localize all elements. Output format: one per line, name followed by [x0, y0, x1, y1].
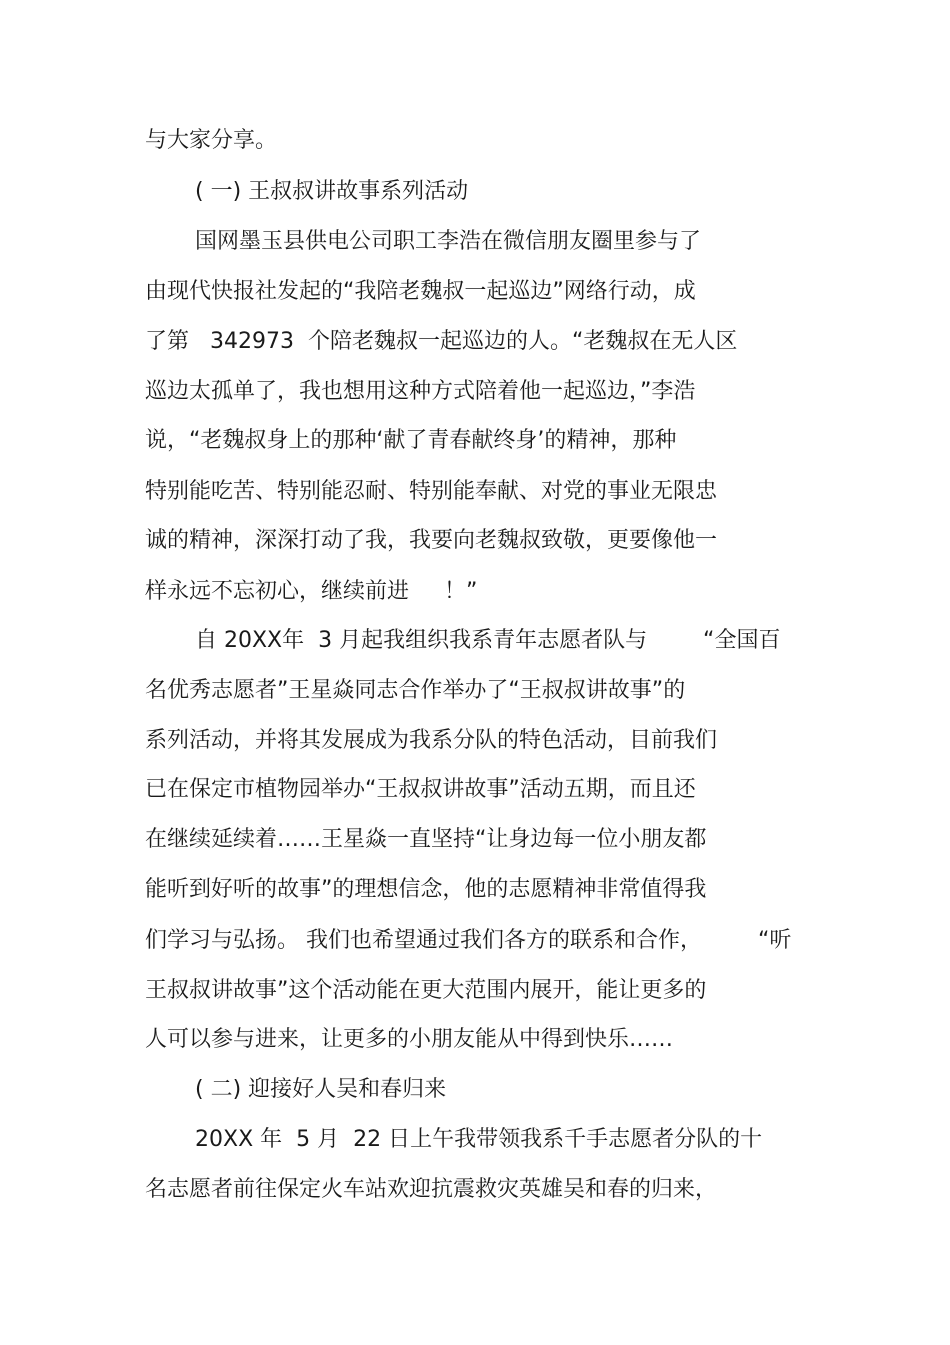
text-line: 国网墨玉县供电公司职工李浩在微信朋友圈里参与了 [195, 229, 702, 254]
text-line: 能听到好听的故事”的理想信念，他的志愿精神非常值得我 [145, 877, 707, 902]
text-line: 自 20XX年 3 月起我组织我系青年志愿者队与 “全国百 [195, 628, 781, 653]
section-heading: ( 二) 迎接好人吴和春归来 [195, 1077, 447, 1102]
text-line: 已在保定市植物园举办“王叔叔讲故事”活动五期，而且还 [145, 777, 696, 802]
text-line: 样永远不忘初心，继续前进 ！” [145, 579, 478, 604]
text-line: 了第 342973 个陪老魏叔一起巡边的人。“老魏叔在无人区 [145, 329, 738, 354]
section-heading: ( 一) 王叔叔讲故事系列活动 [195, 179, 469, 204]
text-line: 系列活动，并将其发展成为我系分队的特色活动，目前我们 [145, 728, 718, 753]
text-line: 名志愿者前往保定火车站欢迎抗震救灾英雄吴和春的归来， [145, 1177, 718, 1202]
text-line: 由现代快报社发起的“我陪老魏叔一起巡边”网络行动，成 [145, 279, 696, 304]
text-line: 巡边太孤单了，我也想用这种方式陪着他一起巡边，”李浩 [145, 379, 696, 404]
text-line: 诚的精神，深深打动了我，我要向老魏叔致敬，更要像他一 [145, 528, 718, 553]
text-line: 名优秀志愿者”王星焱同志合作举办了“王叔叔讲故事”的 [145, 678, 686, 703]
text-line: 与大家分享。 [145, 128, 278, 153]
text-line: 王叔叔讲故事”这个活动能在更大范围内展开，能让更多的 [145, 978, 707, 1003]
text-line: 人可以参与进来，让更多的小朋友能从中得到快乐…… [145, 1027, 674, 1052]
text-line: 们学习与弘扬。 我们也希望通过我们各方的联系和合作， “听 [145, 928, 792, 953]
text-line: 说，“老魏叔身上的那种‘献了青春献终身’的精神，那种 [145, 428, 677, 453]
text-line: 特别能吃苦、特别能忍耐、特别能奉献、对党的事业无限忠 [145, 479, 718, 504]
text-line: 20XX 年 5 月 22 日上午我带领我系千手志愿者分队的十 [195, 1127, 763, 1152]
text-line: 在继续延续着……王星焱一直坚持“让身边每一位小朋友都 [145, 827, 707, 852]
